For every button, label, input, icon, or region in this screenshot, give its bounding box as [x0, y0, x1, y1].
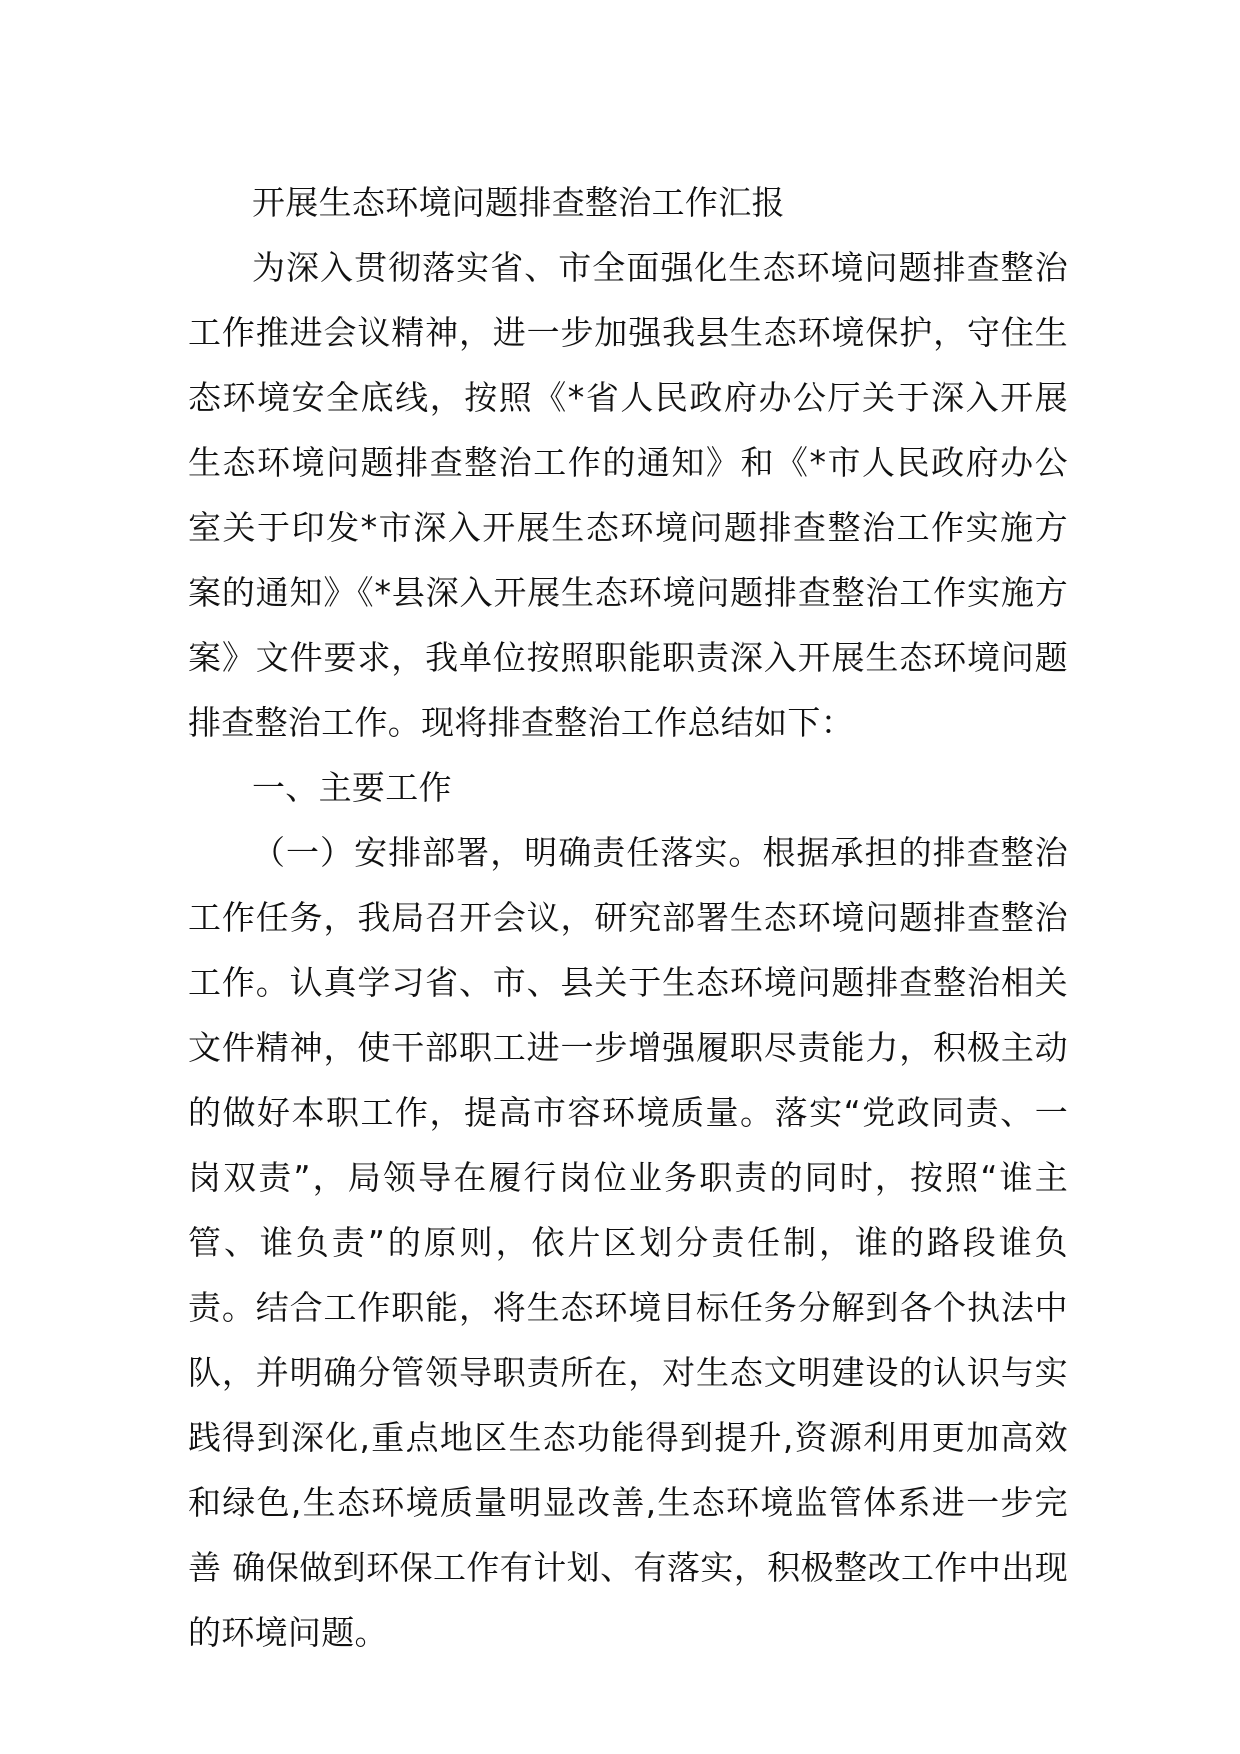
section-heading: 一、主要工作	[252, 768, 452, 807]
section-paragraph: （一）安排部署，明确责任落实。根据承担的排查整治工作任务，我局召开会议，研究部署生态环境问题排查整治工作。认真学习省、市、县关于生态环境问题排查整治相关文件精神，使干部职工进一步增强履职尽责能力，积极主动的做好本职工作，提高市容环境质量。落实“党政同责、一岗双责”，局领导在履行岗位业务职责的同时，按照“谁主管、谁负责”的原则，依片区划分责任制，谁的路段谁负责。结合工作职能，将生态环境目标任务分解到各个执法中队，并明确分管领导职责所在，对生态文明建设的认识与实践得到深化,重点地区生态功能得到提升,资源利用更加高效和绿色,生态环境质量明显改善,生态环境监管体系进一步完善 确保做到环保工作有计划、有落实，积极整改工作中出现的环境问题。	[188, 833, 1068, 1652]
document-title: 开展生态环境问题排查整治工作汇报	[252, 183, 785, 222]
intro-paragraph: 为深入贯彻落实省、市全面强化生态环境问题排查整治工作推进会议精神，进一步加强我县生态环境保护，守住生态环境安全底线，按照《*省人民政府办公厅关于深入开展生态环境问题排查整治工作的通知》和《*市人民政府办公室关于印发*市深入开展生态环境问题排查整治工作实施方案的通知》《*县深入开展生态环境问题排查整治工作实施方案》文件要求，我单位按照职能职责深入开展生态环境问题排查整治工作。现将排查整治工作总结如下：	[188, 248, 1068, 742]
document-body	[188, 170, 1068, 1665]
